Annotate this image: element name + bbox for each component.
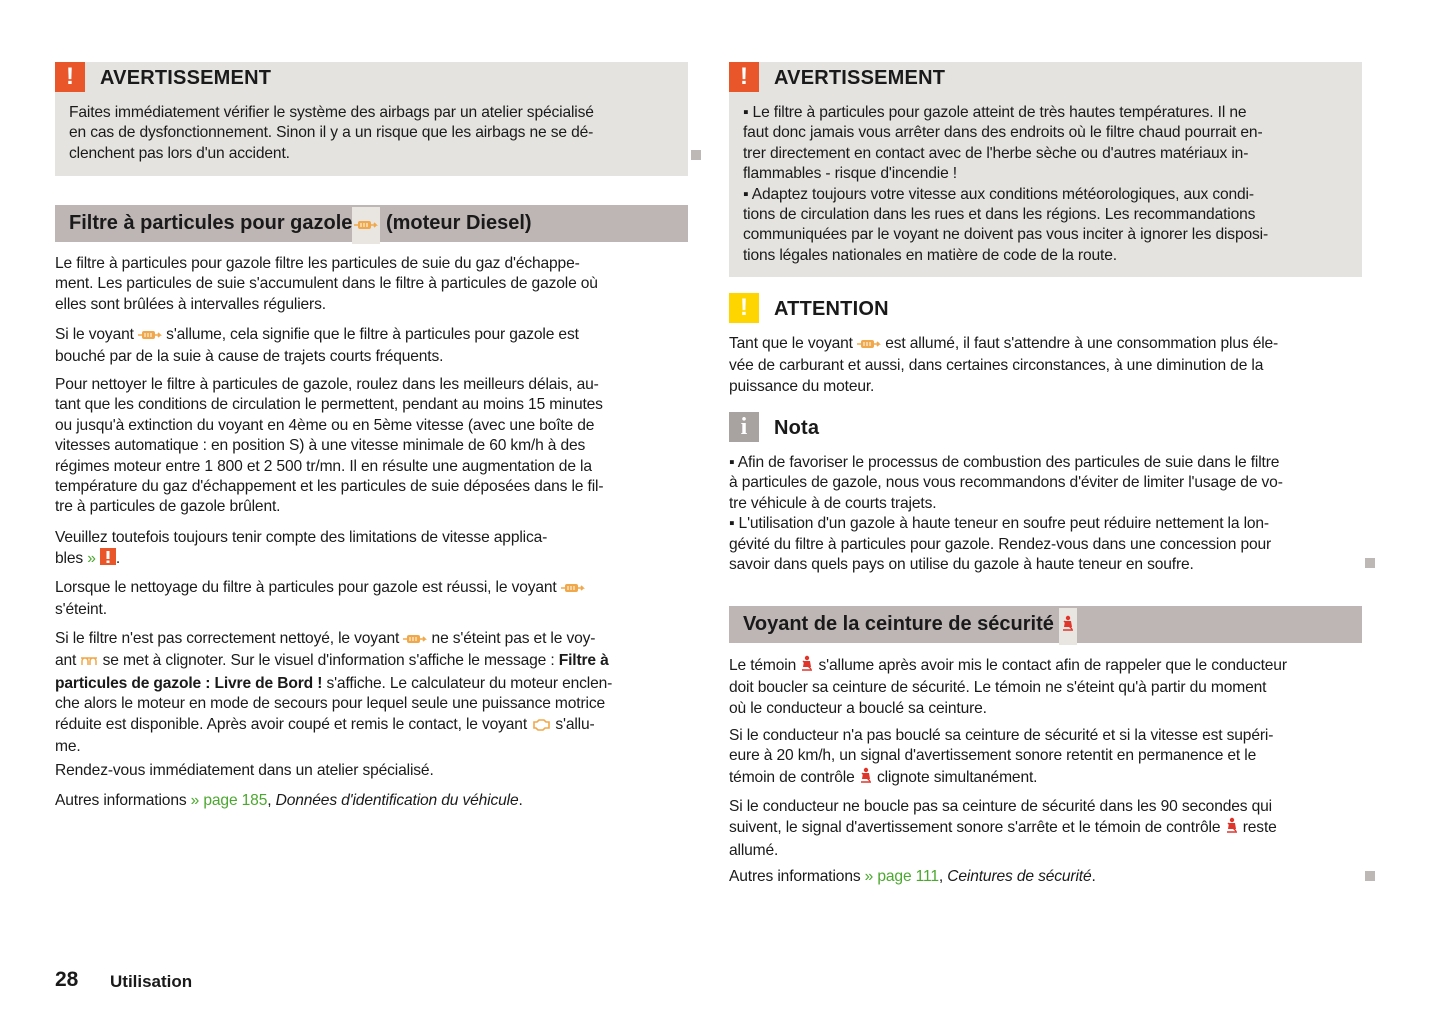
text-run: est allumé, il faut s'attendre à une consommation plus éle- vée de carburant et aussi, dans certaines circonstances, à une diminution de la puissance du moteur. [729,335,1279,395]
section-title: Voyant de la ceinture de sécurité [743,613,1054,635]
info-icon: i [729,412,759,442]
nota-text [729,453,1283,575]
paragraph [55,375,603,518]
text-run: s'allume après avoir mis le contact afin de rappeler que le conducteur doit boucler sa ceinture de sécurité. Le témoin ne s'éteint qu'à partir du moment où le conducteur a bouclé sa ceinture. [729,657,1287,717]
text-run: s'éteint. [55,601,107,619]
paragraph [55,325,579,368]
page-link[interactable]: » page 111 [864,868,939,885]
text-run: Le témoin [729,657,801,674]
warning-box-airbags [55,62,688,176]
glow-plug-icon [80,653,98,673]
end-marker [691,150,701,160]
text-run: Rendez-vous immédiatement dans un atelier spécialisé. [55,762,434,779]
text-run: clignote simultanément. [872,768,1038,786]
paragraph [55,791,523,811]
text-run: se met à clignoter. Sur le visuel d'information s'affiche le message : [98,652,559,670]
page-link[interactable]: » page 185 [190,792,268,809]
warning-text [69,103,594,164]
warning-box-dpf [729,62,1362,277]
text-run: reste allumé. [729,819,1277,859]
section-title: Filtre à particules pour gazole [69,212,353,234]
text-run: . [115,550,121,568]
text-run: s'allu- me. [55,715,595,756]
section-title-wrap [743,606,1077,645]
paragraph [55,761,434,781]
page-link[interactable]: » [87,550,96,568]
text-run: Tant que le voyant [729,335,858,352]
seatbelt-icon [859,767,873,790]
paragraph [729,726,1273,790]
text-run: Pour nettoyer le filtre à particules de gazole, roulez dans les meilleurs délais, au- tant que les conditions de circulation le permettent, pendant au moins 15 minutes ou jusqu'à extinction du voyant en 4ème ou en 5ème vitesse (avec une boîte de vitesses automatique : en position S) à une vitesse minimale de 60 km/h à des régimes moteur entre 1 800 et 2 500 tr/mn. Il en résulte une augmentation de la température du gaz d'échappement et les particules de suie déposées dans le fil- tre à particules de gazole brûlent. [55,376,604,516]
warning-icon: ! [729,62,759,92]
text-run: Autres informations [729,868,865,885]
paragraph [55,254,598,315]
seatbelt-icon [1225,817,1239,840]
paragraph [55,578,585,621]
text-run: s'affiche. Le calculateur du moteur enclen- che alors le moteur en mode de secours pour lequel seule une puissance motrice réduite est disponible. Après avoir coupé et remis le contact, le voyant [55,674,613,733]
text-run: . [1091,868,1096,885]
text-run: Autres informations [55,792,191,809]
chapter-name: Utilisation [110,972,193,991]
end-marker [1365,558,1375,568]
warning-text [743,103,1268,266]
dpf-icon [403,631,427,651]
text-run: . [518,792,523,809]
warning-title: AVERTISSEMENT [100,67,272,89]
section-title-suffix: (moteur Diesel) [380,212,532,234]
attention-icon: ! [729,293,759,323]
dpf-icon [138,327,162,347]
warning-icon: ! [55,62,85,92]
text-run: Lorsque le nettoyage du filtre à particules pour gazole est réussi, le voyant [55,579,561,596]
text-run: Si le conducteur ne boucle pas sa ceinture de sécurité dans les 90 secondes qui suivent, le signal d'avertissement sonore s'arrête et le témoin de contrôle [729,798,1272,837]
text-run: s'allume, cela signifie que le filtre à particules pour gazole est bouché par de la suie à cause de trajets courts fréquents. [55,326,579,366]
section-heading-seatbelt [729,606,1362,643]
text-run: Si le conducteur n'a pas bouclé sa ceinture de sécurité et si la vitesse est supéri- eure à 20 km/h, un signal d'avertissement sonore retentit en permanence et le témoin de contrôle [729,727,1274,786]
paragraph [729,867,1096,887]
end-marker [1365,871,1375,881]
text-run: Si le voyant [55,326,138,343]
text-run: Le filtre à particules pour gazole filtre les particules de suie du gaz d'échappe- ment. Les particules de suie s'accumulent dans le filtre à particules de gazole où elles sont brûlées à intervalles réguliers. [55,255,598,313]
text-run: Faites immédiatement vérifier le système des airbags par un atelier spécialisé en cas de dysfonctionnement. Sinon il y a un risque que les airbags ne se dé- clenchent pas lors d'un accident. [69,104,594,162]
paragraph [729,797,1277,861]
dpf-icon [561,580,585,600]
text-run: ▪ Le filtre à particules pour gazole atteint de très hautes températures. Il ne faut donc jamais vous arrêter dans des endroits où le filtre chaud pourrait en- trer directement en contact avec de l'herbe sèche ou d'autres matériaux in- flammables - risque d'incendie ! ▪ Adaptez toujours votre vitesse aux conditions météorologiques, aux condi- tions de circulation dans les rues et dans les régions. Les recommandations communiquées par le voyant ne doivent pas vous inciter à ignorer les disposi- tions légales nationales en matière de code de la route. [743,104,1268,264]
paragraph [729,655,1287,719]
attention-title: ATTENTION [774,298,889,320]
nota-title: Nota [774,417,820,439]
section-heading-dpf [55,205,688,242]
attention-text [729,334,1278,397]
text-run: Si le filtre n'est pas correctement nettoyé, le voyant [55,630,404,647]
paragraph [55,528,547,572]
text-run: , [938,868,948,885]
section-title-wrap [69,205,532,244]
dpf-icon [857,336,881,356]
italic-text: Ceintures de sécurité [947,868,1092,885]
dpf-icon [352,207,380,244]
warning-title: AVERTISSEMENT [774,67,946,89]
text-run: , [267,792,276,809]
italic-text: Données d'identification du véhicule [275,792,519,809]
text-run: ne s'éteint pas et le voy- ant [55,630,596,670]
bold-text: Filtre à particules de gazole : Livre de Bord ! [55,652,609,692]
page-number: 28 [55,968,79,991]
engine-icon [531,717,551,737]
seatbelt-icon [800,655,814,678]
warning-ref-icon [100,548,116,571]
seatbelt-icon [1059,608,1077,645]
text-run: ▪ Afin de favoriser le processus de combustion des particules de suie dans le filtre à particules de gazole, nous vous recommandons d'éviter de limiter l'usage de vo- tre véhicule à de courts trajets. ▪ L'utilisation d'un gazole à haute teneur en soufre peut réduire nettement la lon- gévité du filtre à particules pour gazole. Rendez-vous dans une concession pour savoir dans quels pays on utilise du gazole à haute teneur en soufre. [729,454,1283,574]
text-run: Veuillez toutefois toujours tenir compte des limitations de vitesse applica- bles [55,529,548,568]
paragraph [55,629,612,757]
